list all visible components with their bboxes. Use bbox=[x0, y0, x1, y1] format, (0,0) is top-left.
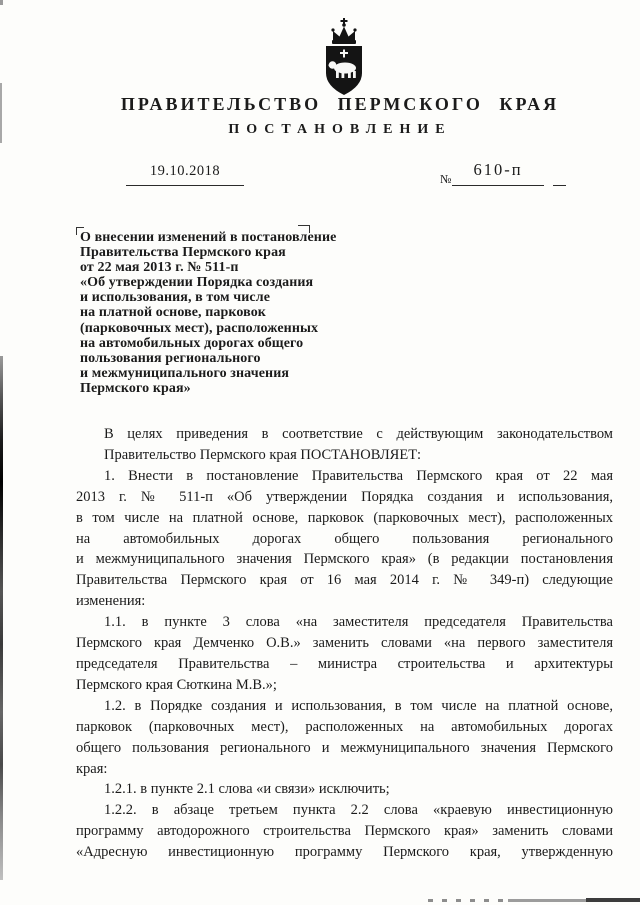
number-underline-tail bbox=[553, 165, 566, 186]
body-line: Пермского края Сюткина М.В.»; bbox=[76, 676, 277, 693]
scan-artifact-left-lower bbox=[0, 356, 3, 880]
title-line: и межмуниципального значения bbox=[80, 365, 290, 381]
body-line: 1.2.1. в пункте 2.1 слова «и связи» исключить; bbox=[104, 781, 390, 798]
government-name-heading: ПРАВИТЕЛЬСТВО ПЕРМСКОГО КРАЯ bbox=[120, 94, 560, 114]
date-field: 19.10.2018 bbox=[126, 163, 244, 186]
title-line: Правительства Пермского края bbox=[80, 245, 286, 261]
number-sign-label: № bbox=[440, 172, 452, 186]
body-line: 1. Внести в постановление Правительства Пермского края от 22 мая bbox=[104, 467, 613, 484]
body-line: 1.1. в пункте 3 слова «на заместителя председателя Правительства bbox=[104, 614, 613, 631]
scan-artifact-left-upper bbox=[0, 83, 2, 143]
body-line: 2013 г. № 511-п «Об утверждении Порядка создания и использования, bbox=[76, 488, 613, 505]
body-line: парковок (парковочных мест), расположенных на автомобильных дорогах bbox=[76, 718, 613, 735]
body-line: в том числе на платной основе, парковок (парковочных мест), расположенных bbox=[76, 509, 613, 526]
body-line: общего пользования регионального и межмуниципального значения Пермского bbox=[76, 739, 613, 756]
body-line: Пермского края Демченко О.В.» заменить словами «на первого заместителя bbox=[76, 635, 613, 652]
body-line: программу автодорожного строительства Пермского края» заменить словами bbox=[76, 823, 613, 840]
body-line: изменения: bbox=[76, 593, 146, 610]
body-line: и межмуниципального значения Пермского края» (в редакции постановления bbox=[76, 551, 613, 568]
document-body bbox=[76, 424, 613, 863]
document-title bbox=[80, 230, 380, 396]
body-line: 1.2. в Порядке создания и использования, в том числе на платной основе, bbox=[104, 697, 613, 714]
document-number-field: 610-п bbox=[452, 160, 544, 186]
title-line: (парковочных мест), расположенных bbox=[80, 320, 319, 336]
body-line: Правительства Пермского края от 16 мая 2014 г. № 349-п) следующие bbox=[76, 572, 613, 589]
body-line: Правительство Пермского края ПОСТАНОВЛЯЕТ: bbox=[104, 446, 422, 463]
body-line: края: bbox=[76, 760, 108, 777]
document-type-heading: ПОСТАНОВЛЕНИЕ bbox=[228, 122, 452, 137]
body-line: В целях приведения в соответствие с действующим законодательством bbox=[104, 426, 613, 442]
scan-artifact-top-left bbox=[0, 0, 3, 5]
title-line: от 22 мая 2013 г. № 511-п bbox=[80, 260, 239, 276]
perm-krai-coat-of-arms-icon bbox=[320, 18, 368, 98]
body-line: 1.2.2. в абзаце третьем пункта 2.2 слова «краевую инвестиционную bbox=[104, 802, 613, 819]
body-line: «Адресную инвестиционную программу Пермского края, утвержденную bbox=[76, 844, 613, 861]
title-line: и использования, в том числе bbox=[80, 290, 271, 306]
title-line: Пермского края» bbox=[80, 380, 191, 396]
body-line: председателя Правительства – министра строительства и архитектуры bbox=[76, 655, 613, 672]
title-line: на автомобильных дорогах общего bbox=[80, 335, 304, 351]
scan-artifact-bottom-line bbox=[508, 899, 588, 902]
title-line: на платной основе, парковок bbox=[80, 305, 266, 321]
body-line: на автомобильных дорогах общего пользования регионального bbox=[76, 530, 613, 547]
scan-artifact-bottom-dots bbox=[428, 899, 508, 902]
title-line: О внесении изменений в постановление bbox=[80, 230, 337, 245]
scan-artifact-bottom-right bbox=[586, 898, 640, 902]
title-line: пользования регионального bbox=[80, 350, 261, 366]
title-line: «Об утверждении Порядка создания bbox=[80, 275, 314, 291]
